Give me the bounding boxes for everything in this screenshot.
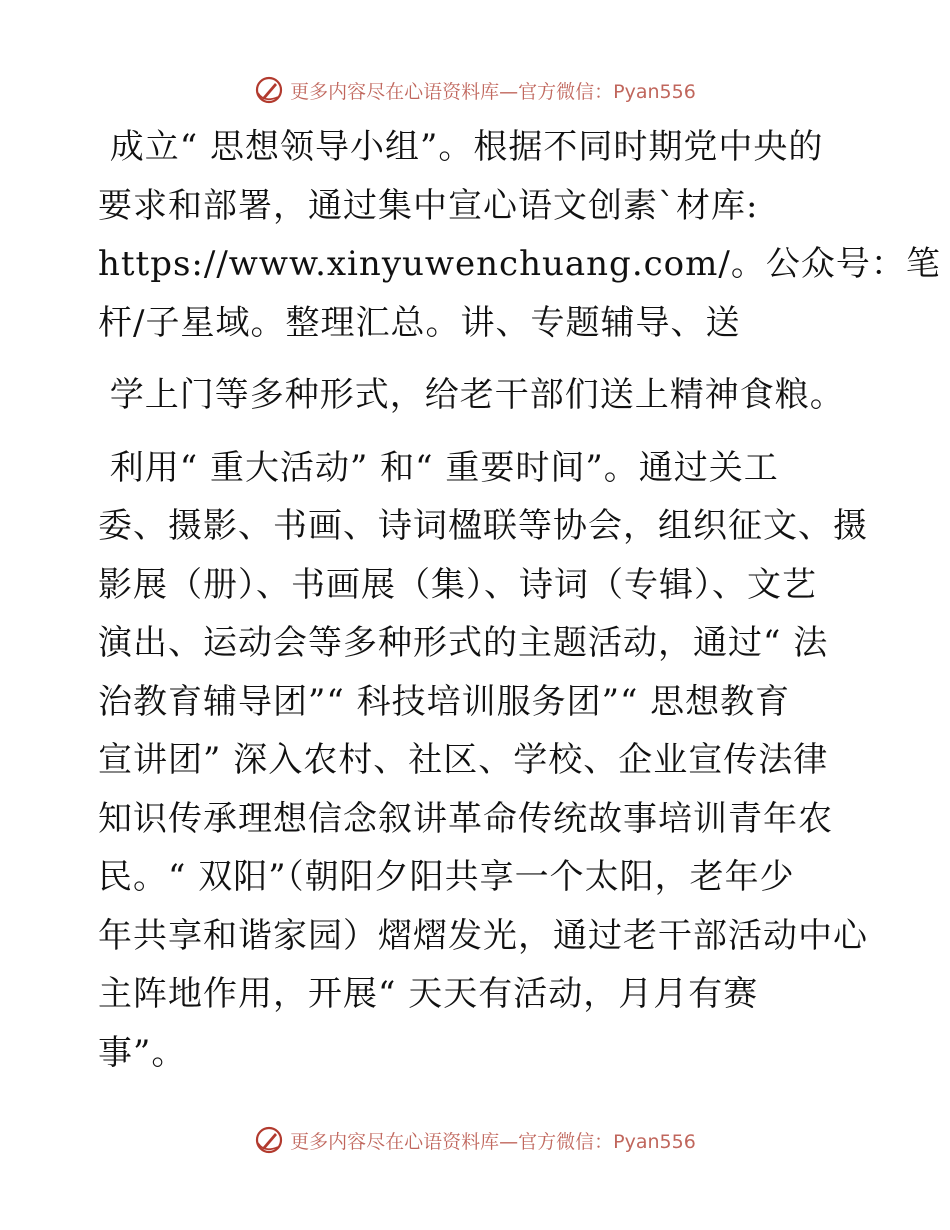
watermark-text: 更多内容尽在心语资料库—官方微信：Pyan556 xyxy=(290,80,696,103)
watermark-text: 更多内容尽在心语资料库—官方微信：Pyan556 xyxy=(290,1130,696,1153)
paragraph-line: 杆/子星域。整理汇总。讲、专题辅导、送 xyxy=(98,302,741,343)
footer-watermark xyxy=(0,1124,950,1156)
paragraph-line: 知识传承理想信念叙讲革命传统故事培训青年农 xyxy=(98,798,833,839)
paragraph-line: 利用“ 重大活动” 和“ 重要时间”。通过关工 xyxy=(98,447,779,488)
paragraph-line: 学上门等多种形式，给老干部们送上精神食粮。 xyxy=(98,375,845,415)
paragraph-line: 主阵地作用，开展“ 天天有活动，月月有赛 xyxy=(98,974,759,1014)
quill-pen-circle-icon xyxy=(254,1125,284,1155)
quill-pen-circle-icon xyxy=(254,75,284,105)
paragraph-line: 要求和部署，通过集中宣心语文创素`材库: xyxy=(98,185,759,226)
paragraph-line: https://www.xinyuwenchuang.com/。公众号：笔 xyxy=(98,244,941,284)
paragraph-line: 年共享和谐家园）熠熠发光，通过老干部活动中心 xyxy=(98,915,868,956)
paragraph-line: 民。“ 双阳”（朝阳夕阳共享一个太阳，老年少 xyxy=(98,857,795,897)
paragraph-line: 影展（册）、书画展（集）、诗词（专辑）、文艺 xyxy=(98,564,817,605)
paragraph-line: 治教育辅导团”“ 科技培训服务团”“ 思想教育 xyxy=(98,681,791,722)
paragraph-line: 委、摄影、书画、诗词楹联等协会，组织征文、摄 xyxy=(98,506,868,546)
paragraph-2 xyxy=(98,366,858,425)
paragraph-1 xyxy=(98,118,941,352)
paragraph-line: 宣讲团” 深入农村、社区、学校、企业宣传法律 xyxy=(98,740,829,780)
header-watermark xyxy=(0,74,950,106)
document-body xyxy=(98,118,941,1082)
paragraph-line: 事”。 xyxy=(98,1032,187,1073)
paragraph-line: 成立“ 思想领导小组”。根据不同时期党中央的 xyxy=(98,127,824,167)
paragraph-3 xyxy=(98,439,868,1083)
paragraph-line: 演出、运动会等多种形式的主题活动，通过“ 法 xyxy=(98,623,829,663)
